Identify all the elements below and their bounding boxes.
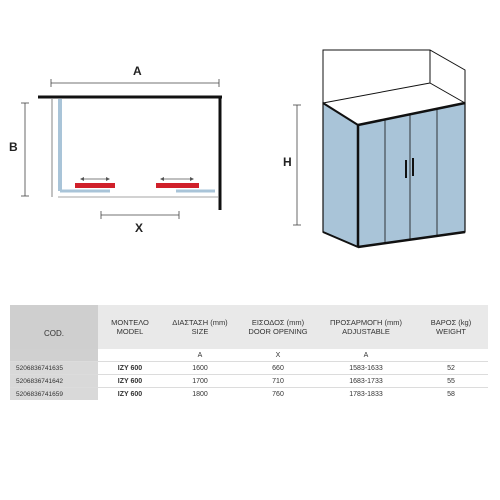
top-back-frame xyxy=(323,50,465,103)
header-adjustable: ΠΡΟΣΑΡΜΟΓΗ (mm) ADJUSTABLE xyxy=(318,305,414,349)
dimension-b-label: B xyxy=(9,140,18,154)
subheader-adjustable: A xyxy=(318,349,414,362)
front-glass xyxy=(358,103,465,247)
cell-size: 1700 xyxy=(162,375,238,388)
cell-model: IZY 600 xyxy=(98,388,162,401)
header-code: COD. xyxy=(10,305,98,349)
cell-code: 5206836741635 xyxy=(10,362,98,375)
dimension-a-label: A xyxy=(133,64,142,78)
table-header-row xyxy=(10,305,488,349)
table-row xyxy=(10,388,488,401)
side-glass xyxy=(323,103,358,247)
cell-door: 660 xyxy=(238,362,318,375)
table-subheader-row xyxy=(10,349,488,362)
subheader-size: A xyxy=(162,349,238,362)
cell-model: IZY 600 xyxy=(98,362,162,375)
table-row xyxy=(10,375,488,388)
dimension-h-label: H xyxy=(283,155,292,169)
cell-weight: 58 xyxy=(414,388,488,401)
header-door-opening: ΕΙΣΟΔΟΣ (mm) DOOR OPENING xyxy=(238,305,318,349)
cell-door: 760 xyxy=(238,388,318,401)
header-size: ΔΙΑΣΤΑΣΗ (mm) SIZE xyxy=(162,305,238,349)
cell-model: IZY 600 xyxy=(98,375,162,388)
cell-code: 5206836741659 xyxy=(10,388,98,401)
table-row xyxy=(10,362,488,375)
header-weight: ΒΑΡΟΣ (kg) WEIGHT xyxy=(414,305,488,349)
top-back-edge xyxy=(323,83,430,103)
cell-weight: 55 xyxy=(414,375,488,388)
cell-adjustable: 1683-1733 xyxy=(318,375,414,388)
cell-adjustable: 1783-1833 xyxy=(318,388,414,401)
cell-door: 710 xyxy=(238,375,318,388)
cell-size: 1600 xyxy=(162,362,238,375)
cell-size: 1800 xyxy=(162,388,238,401)
cell-weight: 52 xyxy=(414,362,488,375)
dimension-x-label: X xyxy=(135,221,144,235)
cell-code: 5206836741642 xyxy=(10,375,98,388)
spec-table xyxy=(10,305,488,400)
header-model: ΜΟΝΤΕΛΟ MODEL xyxy=(98,305,162,349)
cell-adjustable: 1583-1633 xyxy=(318,362,414,375)
subheader-door: X xyxy=(238,349,318,362)
